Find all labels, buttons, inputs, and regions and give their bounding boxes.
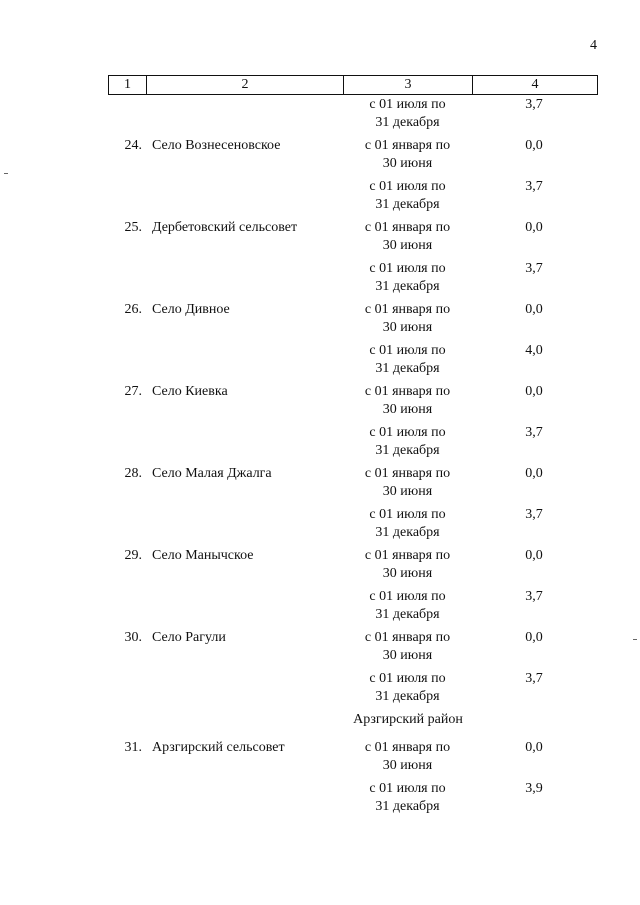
period-line: 31 декабря: [375, 607, 440, 622]
value-cell: 3,7: [525, 179, 543, 194]
value-cell: 0,0: [525, 138, 543, 153]
table-row: [108, 465, 598, 506]
period-line: с 01 января по: [364, 384, 451, 399]
settlement-name: [146, 178, 343, 219]
period-line: с 01 июля по: [369, 781, 446, 796]
settlement-name: [146, 506, 343, 547]
header-col-1: 1: [109, 76, 147, 94]
value-cell: 0,0: [525, 220, 543, 235]
period-line: с 01 июля по: [369, 179, 446, 194]
settlement-name: [146, 260, 343, 301]
period-cell: [343, 547, 472, 588]
value-cell: 0,0: [525, 302, 543, 317]
row-number: [108, 178, 146, 219]
page-number: 4: [590, 38, 597, 53]
period-cell: [343, 383, 472, 424]
row-number: 27.: [124, 384, 142, 399]
row-number: 28.: [124, 466, 142, 481]
period-cell: [343, 506, 472, 547]
settlement-name: Арзгирский сельсовет: [152, 740, 285, 755]
table-row: [108, 178, 598, 219]
settlement-name: [146, 670, 343, 711]
row-number: [108, 506, 146, 547]
table-row: [108, 588, 598, 629]
settlement-name: Село Манычское: [152, 548, 254, 563]
period-line: 30 июня: [382, 758, 433, 773]
period-cell: [343, 739, 472, 780]
period-line: 31 декабря: [375, 443, 440, 458]
header-col-2: 2: [147, 76, 344, 94]
period-line: с 01 июля по: [369, 589, 446, 604]
period-line: с 01 июля по: [369, 507, 446, 522]
settlement-name: Дербетовский сельсовет: [152, 220, 298, 235]
settlement-name: [146, 96, 343, 137]
period-line: с 01 января по: [364, 548, 451, 563]
margin-mark: [633, 639, 637, 640]
table-header: [108, 75, 598, 95]
table-row: [108, 506, 598, 547]
settlement-name: Село Рагули: [152, 630, 226, 645]
settlement-name: Село Вознесеновское: [152, 138, 281, 153]
settlement-name: [146, 424, 343, 465]
row-number: [108, 424, 146, 465]
period-line: 30 июня: [382, 484, 433, 499]
period-cell: [343, 465, 472, 506]
row-number: [108, 588, 146, 629]
period-line: с 01 июля по: [369, 343, 446, 358]
table-row: [108, 137, 598, 178]
table-row: [108, 739, 598, 780]
value-cell: 3,7: [525, 507, 543, 522]
row-number: 31.: [124, 740, 142, 755]
period-line: 30 июня: [382, 648, 433, 663]
row-number: 29.: [124, 548, 142, 563]
period-cell: [343, 301, 472, 342]
period-line: 31 декабря: [375, 689, 440, 704]
period-line: 31 декабря: [375, 279, 440, 294]
table-row: [108, 424, 598, 465]
table-body: [108, 96, 598, 821]
row-number: [108, 260, 146, 301]
period-cell: [343, 588, 472, 629]
period-line: 30 июня: [382, 320, 433, 335]
period-line: 31 декабря: [375, 361, 440, 376]
value-cell: 4,0: [525, 343, 543, 358]
period-cell: [343, 629, 472, 670]
period-line: 30 июня: [382, 566, 433, 581]
margin-mark: [4, 173, 8, 174]
table-row: [108, 342, 598, 383]
value-cell: 3,7: [525, 589, 543, 604]
value-cell: 3,9: [525, 781, 543, 796]
period-line: с 01 июля по: [369, 261, 446, 276]
period-line: с 01 июля по: [369, 97, 446, 112]
value-cell: 0,0: [525, 740, 543, 755]
period-line: с 01 июля по: [369, 671, 446, 686]
settlement-name: [146, 342, 343, 383]
row-number: 26.: [124, 302, 142, 317]
period-cell: [343, 424, 472, 465]
table-row: [108, 219, 598, 260]
settlement-name: [146, 588, 343, 629]
period-line: с 01 января по: [364, 630, 451, 645]
district-heading: Арзгирский район: [353, 712, 463, 727]
period-line: с 01 января по: [364, 466, 451, 481]
period-cell: [343, 670, 472, 711]
period-cell: [343, 219, 472, 260]
value-cell: 3,7: [525, 425, 543, 440]
value-cell: 0,0: [525, 548, 543, 563]
value-cell: 0,0: [525, 466, 543, 481]
period-line: с 01 июля по: [369, 425, 446, 440]
value-cell: 3,7: [525, 97, 543, 112]
period-line: 31 декабря: [375, 197, 440, 212]
period-cell: [343, 342, 472, 383]
period-line: с 01 января по: [364, 138, 451, 153]
period-cell: [343, 780, 472, 821]
value-cell: 0,0: [525, 384, 543, 399]
table-row: [108, 629, 598, 670]
value-cell: 3,7: [525, 261, 543, 276]
period-line: 31 декабря: [375, 799, 440, 814]
period-line: 30 июня: [382, 402, 433, 417]
row-number: 30.: [124, 630, 142, 645]
row-number: [108, 96, 146, 137]
settlement-name: [146, 780, 343, 821]
table-row: [108, 383, 598, 424]
period-line: 31 декабря: [375, 525, 440, 540]
table-row: [108, 547, 598, 588]
table-row: [108, 260, 598, 301]
period-line: 30 июня: [382, 156, 433, 171]
period-line: с 01 января по: [364, 740, 451, 755]
header-col-3: 3: [344, 76, 473, 94]
row-number: [108, 342, 146, 383]
row-number: [108, 670, 146, 711]
value-cell: 0,0: [525, 630, 543, 645]
table-row: [108, 96, 598, 137]
value-cell: 3,7: [525, 671, 543, 686]
period-cell: [343, 260, 472, 301]
row-number: 25.: [124, 220, 142, 235]
period-cell: [343, 178, 472, 219]
period-line: с 01 января по: [364, 302, 451, 317]
table-row: [108, 670, 598, 711]
period-line: с 01 января по: [364, 220, 451, 235]
settlement-name: Село Киевка: [152, 384, 228, 399]
period-line: 31 декабря: [375, 115, 440, 130]
settlement-name: Село Малая Джалга: [152, 466, 272, 481]
period-cell: [343, 137, 472, 178]
header-col-4: 4: [531, 77, 539, 92]
row-number: [108, 780, 146, 821]
table-row: [108, 780, 598, 821]
period-cell: [343, 96, 472, 137]
period-line: 30 июня: [382, 238, 433, 253]
table-row: [108, 301, 598, 342]
settlement-name: Село Дивное: [152, 302, 230, 317]
row-number: 24.: [124, 138, 142, 153]
